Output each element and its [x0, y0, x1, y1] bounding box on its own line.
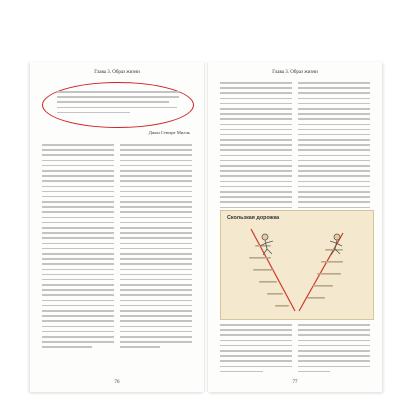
left-page	[30, 62, 204, 392]
left-running-head: Глава 3. Образ жизни	[94, 70, 140, 75]
right-page-number: 77	[292, 380, 298, 385]
falling-figure-icon	[260, 234, 273, 255]
left-slope-label-marks	[249, 245, 289, 307]
right-column-4-text	[298, 324, 370, 376]
figure-title: Скользкая дорожка	[227, 215, 280, 221]
left-column-2-text	[120, 144, 192, 352]
left-page-number: 76	[114, 380, 120, 385]
right-slope-label-marks	[307, 249, 343, 299]
slope-diagram	[221, 211, 373, 319]
slippery-slope-figure	[220, 210, 374, 320]
right-running-head: Глава 3. Образ жизни	[272, 70, 318, 75]
epigraph-attribution: Джон Стюарт Милль	[148, 130, 190, 135]
right-page	[208, 62, 382, 392]
right-column-3-text	[220, 324, 292, 376]
epigraph-frame	[42, 82, 194, 128]
right-slope-line	[299, 233, 343, 311]
epigraph-text	[57, 91, 179, 117]
left-column-1-text	[42, 144, 114, 352]
